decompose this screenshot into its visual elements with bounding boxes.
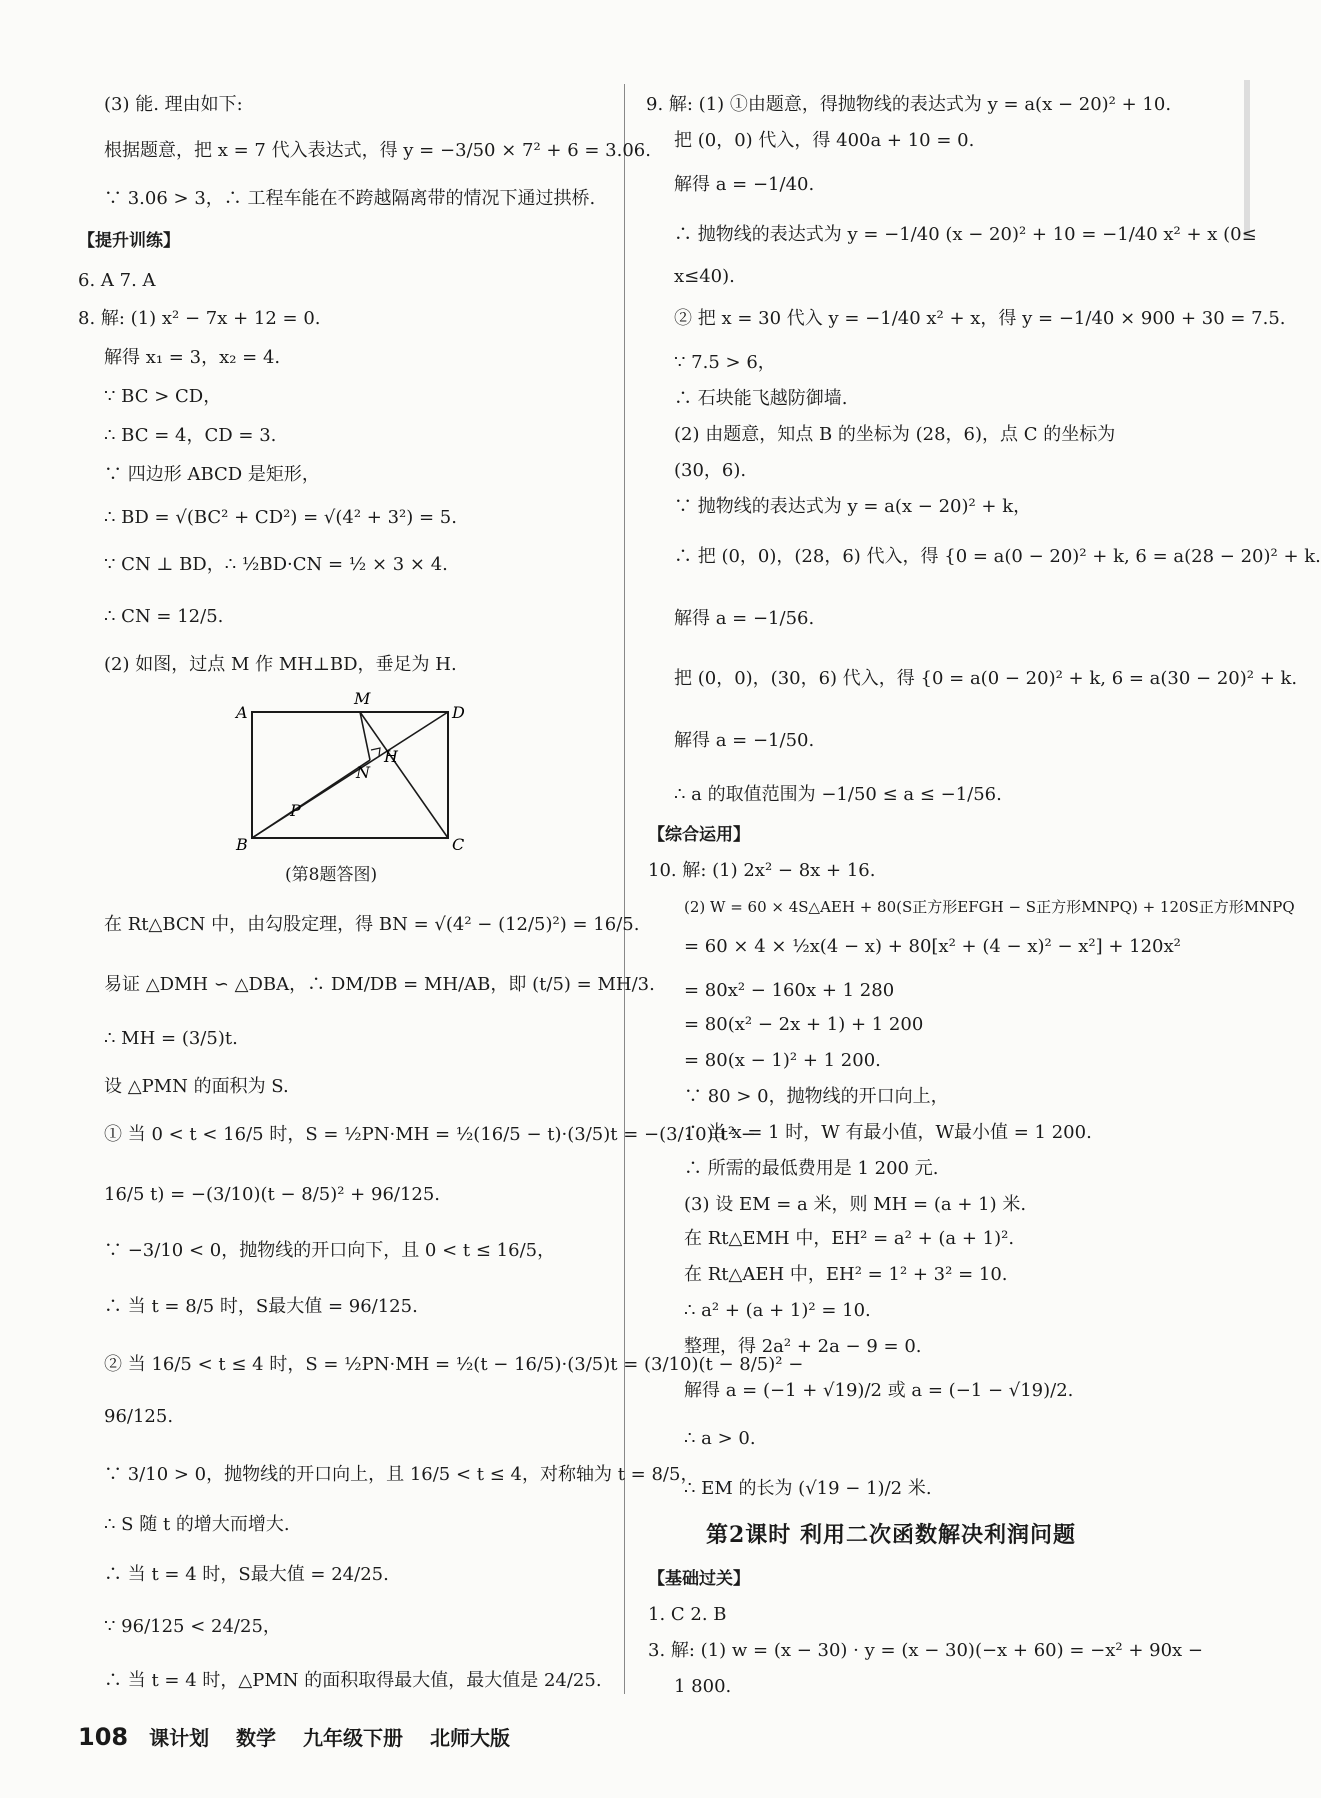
text-line: ∴ BD = √(BC² + CD²) = √(4² + 3²) = 5.	[104, 507, 457, 528]
footer-subject: 数学	[236, 1726, 277, 1750]
text-line: ∴ 当 t = 8/5 时，S最大值 = 96/125.	[104, 1296, 418, 1317]
text-line: 解得 a = −1/40.	[674, 174, 815, 195]
text-line: ∵ BC > CD，	[104, 386, 222, 407]
page-footer	[78, 1722, 530, 1751]
text-line: ∵ −3/10 < 0，抛物线的开口向下，且 0 < t ≤ 16/5，	[104, 1240, 556, 1261]
text-line: (2) 由题意，知点 B 的坐标为 (28，6)，点 C 的坐标为	[674, 424, 1116, 445]
text-line: 1 800.	[674, 1676, 732, 1697]
label-d: D	[452, 703, 465, 722]
text-line: 在 Rt△AEH 中，EH² = 1² + 3² = 10.	[684, 1264, 1008, 1285]
column-divider	[624, 84, 625, 1694]
label-n: N	[356, 763, 370, 782]
text-line: 整理，得 2a² + 2a − 9 = 0.	[684, 1336, 922, 1357]
text-line: (30，6).	[674, 460, 747, 481]
text-line: (3) 能. 理由如下:	[104, 94, 243, 115]
footer-series: 课计划	[149, 1726, 210, 1750]
text-line: ∴ a² + (a + 1)² = 10.	[684, 1300, 871, 1321]
text-line: 在 Rt△BCN 中，由勾股定理，得 BN = √(4² − (12/5)²) = 16/5.	[104, 914, 640, 935]
text-line: ∴ EM 的长为 (√19 − 1)/2 米.	[684, 1478, 932, 1499]
text-line: 解得 a = −1/56.	[674, 608, 815, 629]
text-line: ∴ 当 t = 4 时，S最大值 = 24/25.	[104, 1564, 389, 1585]
label-p: P	[290, 801, 301, 820]
text-line: 96/125.	[104, 1406, 174, 1427]
text-line: 16/5 t) = −(3/10)(t − 8/5)² + 96/125.	[104, 1184, 441, 1205]
text-line: (2) W = 60 × 4S△AEH + 80(S正方形EFGH − S正方形MNPQ) + 120S正方形MNPQ	[684, 898, 1295, 916]
geometry-figure	[230, 690, 470, 855]
text-line: ∴ BC = 4，CD = 3.	[104, 425, 277, 446]
text-line: = 60 × 4 × ½x(4 − x) + 80[x² + (4 − x)² − x²] + 120x²	[684, 936, 1181, 957]
text-line: ∴ CN = 12/5.	[104, 606, 224, 627]
text-line: ∵ 3.06 > 3，∴ 工程车能在不跨越隔离带的情况下通过拱桥.	[104, 188, 596, 209]
text-line: (2) 如图，过点 M 作 MH⊥BD，垂足为 H.	[104, 654, 457, 675]
text-line: ∵ 80 > 0，抛物线的开口向上，	[684, 1086, 949, 1107]
section-heading: 【基础过关】	[648, 1569, 750, 1589]
text-line: ∵ CN ⊥ BD，∴ ½BD·CN = ½ × 3 × 4.	[104, 554, 448, 575]
right-angle-mark	[371, 748, 380, 756]
text-line: 把 (0，0)，(30，6) 代入，得 {0 = a(0 − 20)² + k, 6 = a(30 − 20)² + k.	[674, 668, 1298, 689]
text-line: 解得 a = −1/50.	[674, 730, 815, 751]
label-h: H	[384, 747, 398, 766]
text-line: ① 当 0 < t < 16/5 时，S = ½PN·MH = ½(16/5 − t)·(3/5)t = −(3/10)(t² −	[104, 1124, 756, 1145]
text-line: 6. A 7. A	[78, 270, 156, 291]
label-c: C	[452, 835, 465, 854]
text-line: = 80(x − 1)² + 1 200.	[684, 1050, 881, 1071]
text-line: = 80x² − 160x + 1 280	[684, 980, 895, 1001]
segment-mc	[360, 712, 448, 838]
text-line: (3) 设 EM = a 米，则 MH = (a + 1) 米.	[684, 1194, 1027, 1215]
text-line: 1. C 2. B	[648, 1604, 727, 1625]
lesson-title: 第2课时 利用二次函数解决利润问题	[706, 1522, 1076, 1548]
text-line: 9. 解: (1) ①由题意，得抛物线的表达式为 y = a(x − 20)² + 10.	[646, 94, 1172, 115]
text-line: ∵ 四边形 ABCD 是矩形，	[104, 464, 320, 485]
text-line: x≤40).	[674, 266, 735, 287]
text-line: 设 △PMN 的面积为 S.	[104, 1076, 289, 1097]
text-line: 易证 △DMH ∽ △DBA，∴ DM/DB = MH/AB，即 (t/5) = MH/3.	[104, 974, 655, 995]
label-a: A	[236, 703, 248, 722]
text-line: 解得 a = (−1 + √19)/2 或 a = (−1 − √19)/2.	[684, 1380, 1074, 1401]
page-number: 108	[78, 1723, 129, 1751]
text-line: 解得 x₁ = 3，x₂ = 4.	[104, 347, 281, 368]
text-line: = 80(x² − 2x + 1) + 1 200	[684, 1014, 924, 1035]
text-line: ∴ S 随 t 的增大而增大.	[104, 1514, 290, 1535]
label-m: M	[354, 689, 371, 708]
segment-bn	[252, 760, 370, 838]
footer-edition: 北师大版	[429, 1726, 510, 1750]
text-line: ∵ 3/10 > 0，抛物线的开口向上，且 16/5 < t ≤ 4，对称轴为 t = 8/5，	[104, 1464, 699, 1485]
text-line: 根据题意，把 x = 7 代入表达式，得 y = −3/50 × 7² + 6 = 3.06.	[104, 140, 651, 161]
section-heading: 【综合运用】	[648, 825, 750, 845]
section-heading: 【提升训练】	[78, 231, 180, 251]
text-line: ∵ 抛物线的表达式为 y = a(x − 20)² + k，	[674, 496, 1032, 517]
text-line: ② 把 x = 30 代入 y = −1/40 x² + x，得 y = −1/40 × 900 + 30 = 7.5.	[674, 308, 1286, 329]
page-edge-shadow	[1244, 80, 1250, 240]
text-line: ∴ 所需的最低费用是 1 200 元.	[684, 1158, 939, 1179]
text-line: ∴ 当 t = 4 时，△PMN 的面积取得最大值，最大值是 24/25.	[104, 1670, 602, 1691]
footer-grade: 九年级下册	[303, 1726, 404, 1750]
text-line: ∵ 7.5 > 6，	[674, 352, 776, 373]
text-line: ∴ a > 0.	[684, 1428, 756, 1449]
text-line: 在 Rt△EMH 中，EH² = a² + (a + 1)².	[684, 1228, 1015, 1249]
figure-caption: (第8题答图)	[285, 865, 378, 885]
text-line: 3. 解: (1) w = (x − 30) · y = (x − 30)(−x + 60) = −x² + 90x −	[648, 1640, 1204, 1661]
label-b: B	[236, 835, 248, 854]
text-line: ∴ 抛物线的表达式为 y = −1/40 (x − 20)² + 10 = −1/40 x² + x (0≤	[674, 224, 1257, 245]
text-line: ∴ 当 x = 1 时，W 有最小值，W最小值 = 1 200.	[684, 1122, 1092, 1143]
text-line: 把 (0，0) 代入，得 400a + 10 = 0.	[674, 130, 975, 151]
text-line: ② 当 16/5 < t ≤ 4 时，S = ½PN·MH = ½(t − 16/5)·(3/5)t = (3/10)(t − 8/5)² −	[104, 1354, 804, 1375]
text-line: ∴ MH = (3/5)t.	[104, 1028, 238, 1049]
text-line: 10. 解: (1) 2x² − 8x + 16.	[648, 860, 876, 881]
text-line: 8. 解: (1) x² − 7x + 12 = 0.	[78, 308, 321, 329]
text-line: ∴ 石块能飞越防御墙.	[674, 388, 848, 409]
text-line: ∵ 96/125 < 24/25，	[104, 1616, 281, 1637]
text-line: ∴ 把 (0，0)，(28，6) 代入，得 {0 = a(0 − 20)² + k, 6 = a(28 − 20)² + k.	[674, 546, 1321, 567]
text-line: ∴ a 的取值范围为 −1/50 ≤ a ≤ −1/56.	[674, 784, 1002, 805]
